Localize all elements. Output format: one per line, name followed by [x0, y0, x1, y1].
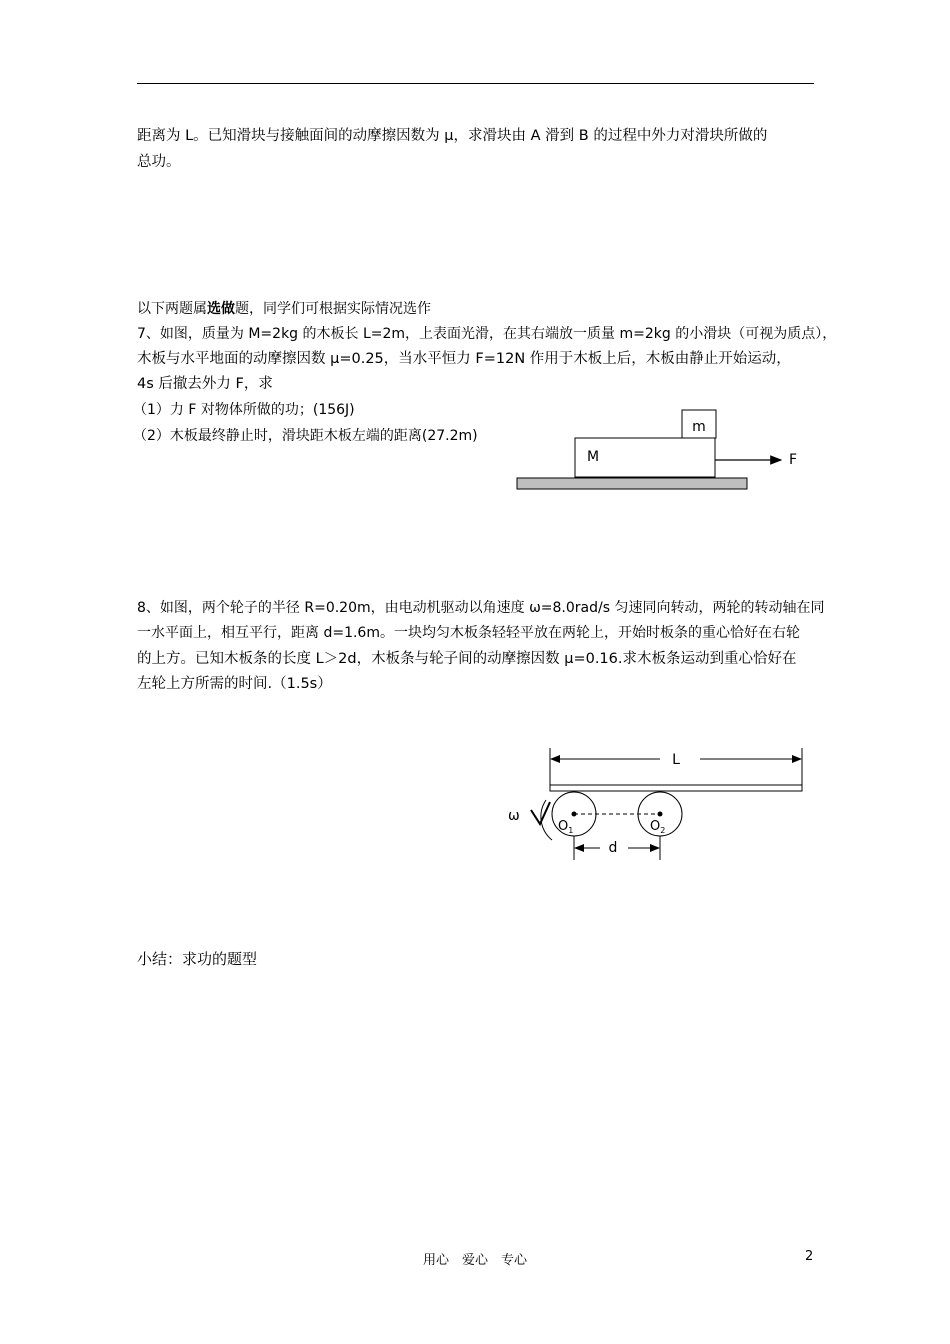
optional-intro-bold: 选做 [207, 301, 235, 317]
slider-label: m [692, 419, 706, 435]
q6-text-line2: 总功。 [137, 154, 181, 170]
footer-center: 用心 爱心 专心 [422, 1253, 527, 1268]
omega-label: ω [508, 808, 520, 824]
q8-text-line1: 8、如图，两个轮子的半径 R=0.20m，由电动机驱动以角速度 ω=8.0rad/s 匀速同向转动，两轮的转动轴在同 [137, 600, 825, 616]
q7-text-line3: 4s 后撤去外力 F，求 [137, 376, 273, 392]
right-axle-dot [658, 812, 663, 817]
header-rule [137, 83, 814, 84]
rotation-arrowhead [531, 802, 550, 824]
q7-text-line1: 7、如图，质量为 M=2kg 的木板长 L=2m，上表面光滑，在其右端放一质量 m=2kg 的小滑块（可视为质点）， [137, 326, 837, 342]
o1-label: $O_1$ [558, 819, 574, 835]
q7-figure [505, 400, 815, 500]
summary: 小结：求功的题型 [137, 950, 258, 968]
optional-intro-post: 题，同学们可根据实际情况选作 [235, 301, 431, 317]
optional-intro-pre: 以下两题属 [137, 301, 207, 317]
page-number: 2 [805, 1249, 814, 1264]
ground [517, 478, 747, 489]
board-label: M [586, 449, 600, 465]
q7-sub1: （1）力 F 对物体所做的功；(156J) [133, 402, 355, 418]
optional-intro [137, 298, 817, 320]
q7-text-line2: 木板与水平地面的动摩擦因数 μ=0.25，当水平恒力 F=12N 作用于木板上后，木板由静止开始运动， [137, 351, 791, 367]
dist-label: d [608, 840, 618, 856]
force-label: F [789, 452, 798, 468]
q8-text-line2: 一水平面上，相互平行，距离 d=1.6m。一块均匀木板条轻轻平放在两轮上，开始时板条的重心恰好在右轮 [137, 625, 800, 641]
o2-label: $O_2$ [650, 819, 666, 835]
q7-sub2: （2）木板最终静止时，滑块距木板左端的距离(27.2m) [133, 428, 478, 444]
left-axle-dot [572, 812, 577, 817]
plank [550, 785, 802, 791]
q8-text-line4: 左轮上方所需的时间.（1.5s） [137, 676, 332, 692]
q8-text-line3: 的上方。已知木板条的长度 L＞2d，木板条与轮子间的动摩擦因数 μ=0.16.求木板条运动到重心恰好在 [137, 651, 797, 667]
q8-figure [500, 740, 820, 870]
length-label: L [672, 752, 680, 768]
q6-text-line1: 距离为 L。已知滑块与接触面间的动摩擦因数为 μ，求滑块由 A 滑到 B 的过程中外力对滑块所做的 [137, 128, 768, 144]
